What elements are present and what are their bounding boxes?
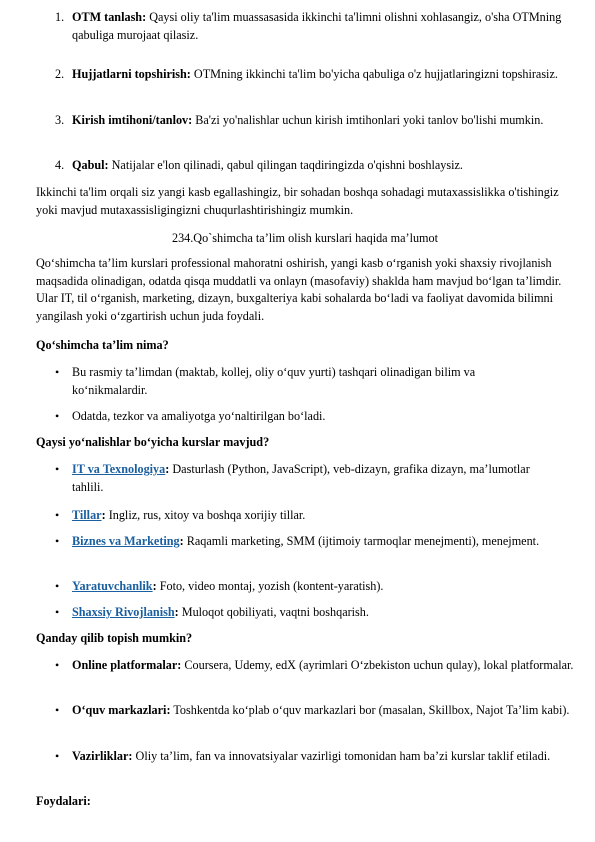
how-description: Coursera, Udemy, edX (ayrimlari O‘zbekiston uchun qulay), lokal platformalar. [181, 658, 574, 672]
bullet-icon: • [55, 749, 60, 763]
direction-description: Raqamli marketing, SMM (ijtimoiy tarmoqlar menejmenti), menejment. [183, 534, 540, 548]
link-separator: : [101, 508, 106, 522]
step-number: 2. [55, 67, 65, 81]
link-shaxsiy-rivojlanish[interactable]: Shaxsiy Rivojlanish [72, 605, 175, 619]
how-label: Online platformalar: [72, 658, 182, 672]
bullet-icon: • [55, 365, 60, 379]
directions-heading: Qaysi yo‘nalishlar bo‘yicha kurslar mavjud? [36, 435, 270, 449]
list-item-text [72, 657, 592, 675]
step-description: Ba'zi yo'nalishlar uchun kirish imtihonlari yoki tanlov bo'lishi mumkin. [192, 113, 544, 127]
step-label: Hujjatlarni topshirish: [72, 67, 191, 81]
how-heading: Qanday qilib topish mumkin? [36, 631, 193, 645]
bullet-icon: • [55, 508, 60, 522]
step-number: 4. [55, 158, 65, 172]
step-text [72, 157, 577, 175]
link-separator: : [152, 579, 157, 593]
link-it-texnologiya[interactable]: IT va Texnologiya [72, 462, 166, 476]
list-item-text [72, 604, 577, 622]
how-description: Oliy ta’lim, fan va innovatsiyalar vazirligi tomonidan ham ba’zi kurslar taklif etiladi. [132, 749, 551, 763]
section-title: 234.Qo`shimcha ta’lim olish kurslari haqida ma’lumot [171, 231, 439, 245]
link-tillar[interactable]: Tillar [72, 508, 102, 522]
list-item-text [72, 533, 552, 551]
bullet-icon: • [55, 462, 60, 476]
list-item-text: Odatda, tezkor va amaliyotga yo‘naltirilgan bo‘ladi. [72, 409, 326, 423]
bullet-icon: • [55, 703, 60, 717]
list-item-text [72, 507, 577, 525]
list-item-text [72, 748, 552, 766]
intro-paragraph: Ikkinchi ta'lim orqali siz yangi kasb egallashingiz, bir sohadan boshqa sohadagi mutaxassislikka o'tishingiz yoki mavjud mutaxassisligingizni chuqurlashtirishingiz mumkin. [36, 185, 559, 217]
bullet-icon: • [55, 605, 60, 619]
link-separator: : [174, 605, 179, 619]
how-description: Toshkentda ko‘plab o‘quv markazlari bor (masalan, Skillbox, Najot Ta’lim kabi). [170, 703, 570, 717]
step-text [72, 9, 577, 44]
how-label: O‘quv markazlari: [72, 703, 171, 717]
bullet-icon: • [55, 534, 60, 548]
list-item-text: Bu rasmiy ta’limdan (maktab, kollej, oliy o‘quv yurti) tashqari olinadigan bilim va ko‘nikmalardir. [72, 365, 476, 397]
step-text [72, 66, 577, 84]
list-item-text [72, 578, 577, 596]
link-biznes-marketing[interactable]: Biznes va Marketing [72, 534, 180, 548]
direction-description: Muloqot qobiliyati, vaqtni boshqarish. [178, 605, 369, 619]
step-description: Qaysi oliy ta'lim muassasasida ikkinchi ta'limni olishni xohlasangiz, o'sha OTMning qabuliga murojaat qilasiz. [72, 10, 562, 42]
step-description: OTMning ikkinchi ta'lim bo'yicha qabuliga o'z hujjatlaringizni topshirasiz. [190, 67, 558, 81]
direction-description: Ingliz, rus, xitoy va boshqa xorijiy tillar. [105, 508, 306, 522]
direction-description: Dasturlash (Python, JavaScript), veb-dizayn, grafika dizayn, ma’lumotlar tahlili. [72, 462, 530, 494]
link-yaratuvchanlik[interactable]: Yaratuvchanlik [72, 579, 153, 593]
bullet-icon: • [55, 658, 60, 672]
step-number: 3. [55, 113, 65, 127]
link-separator: : [165, 462, 170, 476]
step-label: Qabul: [72, 158, 109, 172]
list-item-text [72, 702, 577, 720]
step-text [72, 112, 577, 130]
direction-description: Foto, video montaj, yozish (kontent-yaratish). [156, 579, 384, 593]
step-label: OTM tanlash: [72, 10, 147, 24]
what-heading: Qo‘shimcha ta’lim nima? [36, 338, 169, 352]
bullet-icon: • [55, 579, 60, 593]
step-label: Kirish imtihoni/tanlov: [72, 113, 193, 127]
step-number: 1. [55, 10, 65, 24]
link-separator: : [179, 534, 184, 548]
benefits-heading: Foydalari: [36, 794, 91, 808]
how-label: Vazirliklar: [72, 749, 133, 763]
list-item-text [72, 461, 542, 496]
section-paragraph: Qo‘shimcha ta’lim kurslari professional mahoratni oshirish, yangi kasb o‘rganish yoki shaxsiy rivojlanish maqsadida olinadigan, odatda qisqa muddatli va onlayn (masofaviy) shaklda ham mavjud bo‘lgan ta’limdir. Ular IT, til o‘rganish, marketing, dizayn, buxgalteriya kabi sohalarda bo‘ladi va faoliyat davomida bilimni yangilash yoki o‘zgartirish uchun juda foydali. [36, 256, 562, 323]
bullet-icon: • [55, 409, 60, 423]
step-description: Natijalar e'lon qilinadi, qabul qilingan taqdiringizda o'qishni boshlaysiz. [108, 158, 463, 172]
